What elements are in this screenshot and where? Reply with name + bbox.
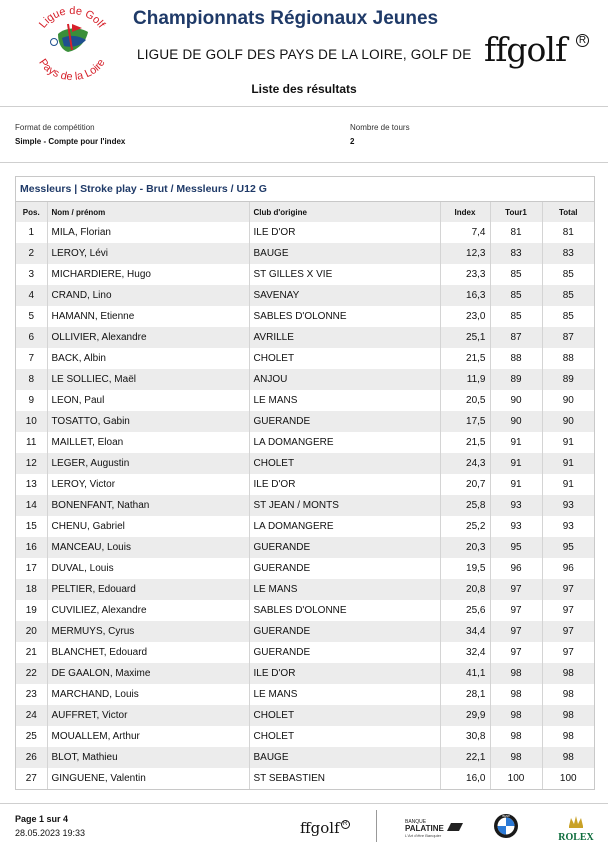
cell-total-score: 98 [542,747,594,768]
cell-club: ILE D'OR [249,222,440,243]
cell-club: GUERANDE [249,411,440,432]
table-header-row [16,202,594,222]
cell-total-score: 98 [542,663,594,684]
cell-index: 23,0 [440,306,490,327]
footer-separator [376,810,377,842]
cell-position: 7 [16,348,47,369]
cell-index: 24,3 [440,453,490,474]
svg-text:Ligue de Golf: Ligue de Golf [37,6,108,31]
cell-total-score: 97 [542,579,594,600]
cell-club: CHOLET [249,726,440,747]
cell-index: 28,1 [440,684,490,705]
col-header-index: Index [440,202,490,222]
table-row [16,474,594,495]
svg-text:L'Art d'être Banquier: L'Art d'être Banquier [405,833,442,838]
table-row [16,747,594,768]
cell-total-score: 88 [542,348,594,369]
cell-position: 4 [16,285,47,306]
svg-text:BMW: BMW [502,813,510,818]
cell-club: LE MANS [249,684,440,705]
table-row [16,642,594,663]
svg-text:BANQUE: BANQUE [405,819,427,825]
table-row [16,432,594,453]
cell-index: 20,3 [440,537,490,558]
cell-index: 30,8 [440,726,490,747]
cell-total-score: 85 [542,306,594,327]
cell-player-name: MOUALLEM, Arthur [47,726,249,747]
cell-club: GUERANDE [249,537,440,558]
cell-position: 27 [16,768,47,789]
cell-position: 26 [16,747,47,768]
svg-text:Pays de la Loire: Pays de la Loire [36,56,108,84]
cell-total-score: 83 [542,243,594,264]
cell-tour1-score: 88 [490,348,542,369]
cell-index: 20,5 [440,390,490,411]
cell-index: 34,4 [440,621,490,642]
cell-player-name: PELTIER, Edouard [47,579,249,600]
cell-club: ST JEAN / MONTS [249,495,440,516]
ffgolf-logo-text: ffgolf [484,30,567,69]
cell-position: 12 [16,453,47,474]
registered-icon: R [341,820,350,829]
table-row [16,222,594,243]
cell-index: 20,8 [440,579,490,600]
cell-position: 14 [16,495,47,516]
rolex-logo [553,814,599,844]
cell-index: 41,1 [440,663,490,684]
page-number: Page 1 sur 4 [15,814,69,824]
cell-tour1-score: 91 [490,453,542,474]
cell-total-score: 97 [542,621,594,642]
cell-tour1-score: 98 [490,663,542,684]
report-header [0,0,608,112]
col-header-tour1: Tour1 [490,202,542,222]
table-row [16,600,594,621]
cell-player-name: MARCHAND, Louis [47,684,249,705]
cell-player-name: MANCEAU, Louis [47,537,249,558]
cell-index: 25,6 [440,600,490,621]
table-row [16,243,594,264]
table-row [16,516,594,537]
cell-player-name: LEON, Paul [47,390,249,411]
ffgolf-footer-logo [300,819,350,837]
cell-index: 7,4 [440,222,490,243]
results-table [16,202,594,789]
cell-club: BAUGE [249,243,440,264]
cell-club: CHOLET [249,705,440,726]
cell-player-name: LEROY, Victor [47,474,249,495]
cell-total-score: 98 [542,684,594,705]
cell-position: 20 [16,621,47,642]
table-row [16,306,594,327]
cell-index: 29,9 [440,705,490,726]
cell-tour1-score: 81 [490,222,542,243]
cell-index: 21,5 [440,432,490,453]
cell-club: ST SEBASTIEN [249,768,440,789]
col-header-pos: Pos. [16,202,47,222]
cell-position: 24 [16,705,47,726]
cell-total-score: 90 [542,390,594,411]
cell-position: 21 [16,642,47,663]
cell-tour1-score: 98 [490,726,542,747]
cell-position: 5 [16,306,47,327]
cell-tour1-score: 95 [490,537,542,558]
table-row [16,663,594,684]
format-label: Format de compétition [15,123,95,132]
cell-club: LE MANS [249,390,440,411]
cell-total-score: 81 [542,222,594,243]
cell-total-score: 100 [542,768,594,789]
cell-index: 25,2 [440,516,490,537]
cell-position: 25 [16,726,47,747]
table-row [16,264,594,285]
cell-total-score: 95 [542,537,594,558]
cell-player-name: TOSATTO, Gabin [47,411,249,432]
cell-player-name: CUVILIEZ, Alexandre [47,600,249,621]
cell-position: 3 [16,264,47,285]
divider [0,106,608,107]
cell-club: SABLES D'OLONNE [249,306,440,327]
svg-text:PALATINE: PALATINE [405,824,444,833]
page-subtitle: LIGUE DE GOLF DES PAYS DE LA LOIRE, GOLF DE [137,47,472,62]
cell-total-score: 98 [542,705,594,726]
cell-tour1-score: 97 [490,600,542,621]
table-row [16,579,594,600]
cell-total-score: 85 [542,285,594,306]
format-value: Simple - Compte pour l'index [15,137,126,146]
cell-club: ANJOU [249,369,440,390]
cell-index: 16,3 [440,285,490,306]
cell-tour1-score: 85 [490,285,542,306]
cell-total-score: 87 [542,327,594,348]
divider [0,162,608,163]
cell-total-score: 91 [542,453,594,474]
cell-position: 10 [16,411,47,432]
col-header-total: Total [542,202,594,222]
cell-tour1-score: 85 [490,306,542,327]
cell-position: 11 [16,432,47,453]
cell-position: 9 [16,390,47,411]
table-row [16,369,594,390]
cell-tour1-score: 97 [490,579,542,600]
cell-tour1-score: 93 [490,516,542,537]
cell-player-name: MICHARDIERE, Hugo [47,264,249,285]
cell-total-score: 85 [542,264,594,285]
cell-total-score: 96 [542,558,594,579]
cell-index: 17,5 [440,411,490,432]
table-row [16,705,594,726]
cell-position: 22 [16,663,47,684]
cell-position: 16 [16,537,47,558]
table-row [16,768,594,789]
table-row [16,453,594,474]
cell-tour1-score: 97 [490,642,542,663]
cell-player-name: MAILLET, Eloan [47,432,249,453]
cell-player-name: MILA, Florian [47,222,249,243]
cell-club: CHOLET [249,348,440,369]
cell-index: 19,5 [440,558,490,579]
cell-club: BAUGE [249,747,440,768]
cell-player-name: LEGER, Augustin [47,453,249,474]
results-body [16,222,594,789]
table-row [16,348,594,369]
category-title: Messleurs | Stroke play - Brut / Messleurs / U12 G [16,177,594,202]
cell-club: GUERANDE [249,642,440,663]
cell-total-score: 93 [542,495,594,516]
cell-tour1-score: 98 [490,684,542,705]
document-title: Liste des résultats [251,82,357,96]
cell-total-score: 97 [542,600,594,621]
table-row [16,558,594,579]
cell-tour1-score: 83 [490,243,542,264]
cell-position: 6 [16,327,47,348]
print-date: 28.05.2023 19:33 [15,828,86,838]
ffgolf-footer-text: ffgolf [300,819,340,837]
ffgolf-logo [484,30,594,74]
cell-total-score: 97 [542,642,594,663]
cell-tour1-score: 85 [490,264,542,285]
cell-player-name: LEROY, Lévi [47,243,249,264]
cell-club: GUERANDE [249,621,440,642]
banque-palatine-logo [405,817,467,839]
cell-index: 21,5 [440,348,490,369]
cell-tour1-score: 91 [490,432,542,453]
cell-club: ILE D'OR [249,663,440,684]
col-header-club: Club d'origine [249,202,440,222]
cell-player-name: LE SOLLIEC, Maël [47,369,249,390]
cell-player-name: BONENFANT, Nathan [47,495,249,516]
table-row [16,684,594,705]
cell-tour1-score: 96 [490,558,542,579]
cell-index: 12,3 [440,243,490,264]
cell-position: 17 [16,558,47,579]
tours-label: Nombre de tours [350,123,410,132]
ligue-golf-logo [28,6,116,84]
cell-total-score: 93 [542,516,594,537]
results-panel [15,176,595,790]
cell-position: 19 [16,600,47,621]
cell-club: CHOLET [249,453,440,474]
cell-player-name: OLLIVIER, Alexandre [47,327,249,348]
cell-total-score: 91 [542,474,594,495]
cell-position: 18 [16,579,47,600]
divider [0,803,608,804]
svg-text:ROLEX: ROLEX [558,832,594,843]
cell-player-name: CRAND, Lino [47,285,249,306]
cell-club: GUERANDE [249,558,440,579]
table-row [16,390,594,411]
cell-club: LE MANS [249,579,440,600]
cell-player-name: BLANCHET, Edouard [47,642,249,663]
cell-index: 11,9 [440,369,490,390]
cell-index: 23,3 [440,264,490,285]
cell-tour1-score: 91 [490,474,542,495]
cell-position: 23 [16,684,47,705]
registered-icon: R [576,34,589,47]
cell-player-name: GINGUENE, Valentin [47,768,249,789]
cell-index: 25,8 [440,495,490,516]
cell-total-score: 89 [542,369,594,390]
cell-tour1-score: 87 [490,327,542,348]
cell-position: 15 [16,516,47,537]
cell-club: SABLES D'OLONNE [249,600,440,621]
cell-player-name: CHENU, Gabriel [47,516,249,537]
cell-tour1-score: 100 [490,768,542,789]
cell-player-name: BLOT, Mathieu [47,747,249,768]
table-row [16,621,594,642]
cell-tour1-score: 93 [490,495,542,516]
cell-tour1-score: 89 [490,369,542,390]
cell-player-name: AUFFRET, Victor [47,705,249,726]
cell-index: 22,1 [440,747,490,768]
cell-index: 25,1 [440,327,490,348]
cell-club: AVRILLE [249,327,440,348]
bmw-logo [493,813,519,839]
table-row [16,726,594,747]
page-title: Championnats Régionaux Jeunes [133,8,439,29]
cell-club: ILE D'OR [249,474,440,495]
table-row [16,537,594,558]
table-row [16,495,594,516]
cell-position: 1 [16,222,47,243]
cell-club: LA DOMANGERE [249,516,440,537]
cell-position: 8 [16,369,47,390]
cell-position: 2 [16,243,47,264]
cell-player-name: DE GAALON, Maxime [47,663,249,684]
cell-club: ST GILLES X VIE [249,264,440,285]
cell-index: 32,4 [440,642,490,663]
cell-club: SAVENAY [249,285,440,306]
cell-player-name: HAMANN, Etienne [47,306,249,327]
col-header-name: Nom / prénom [47,202,249,222]
cell-total-score: 98 [542,726,594,747]
table-row [16,411,594,432]
cell-club: LA DOMANGERE [249,432,440,453]
cell-total-score: 91 [542,432,594,453]
cell-index: 16,0 [440,768,490,789]
cell-total-score: 90 [542,411,594,432]
cell-tour1-score: 97 [490,621,542,642]
cell-tour1-score: 90 [490,390,542,411]
cell-tour1-score: 90 [490,411,542,432]
cell-tour1-score: 98 [490,705,542,726]
cell-player-name: DUVAL, Louis [47,558,249,579]
cell-index: 20,7 [440,474,490,495]
cell-player-name: BACK, Albin [47,348,249,369]
table-row [16,285,594,306]
cell-tour1-score: 98 [490,747,542,768]
tours-value: 2 [350,137,355,146]
cell-position: 13 [16,474,47,495]
table-row [16,327,594,348]
cell-player-name: MERMUYS, Cyrus [47,621,249,642]
